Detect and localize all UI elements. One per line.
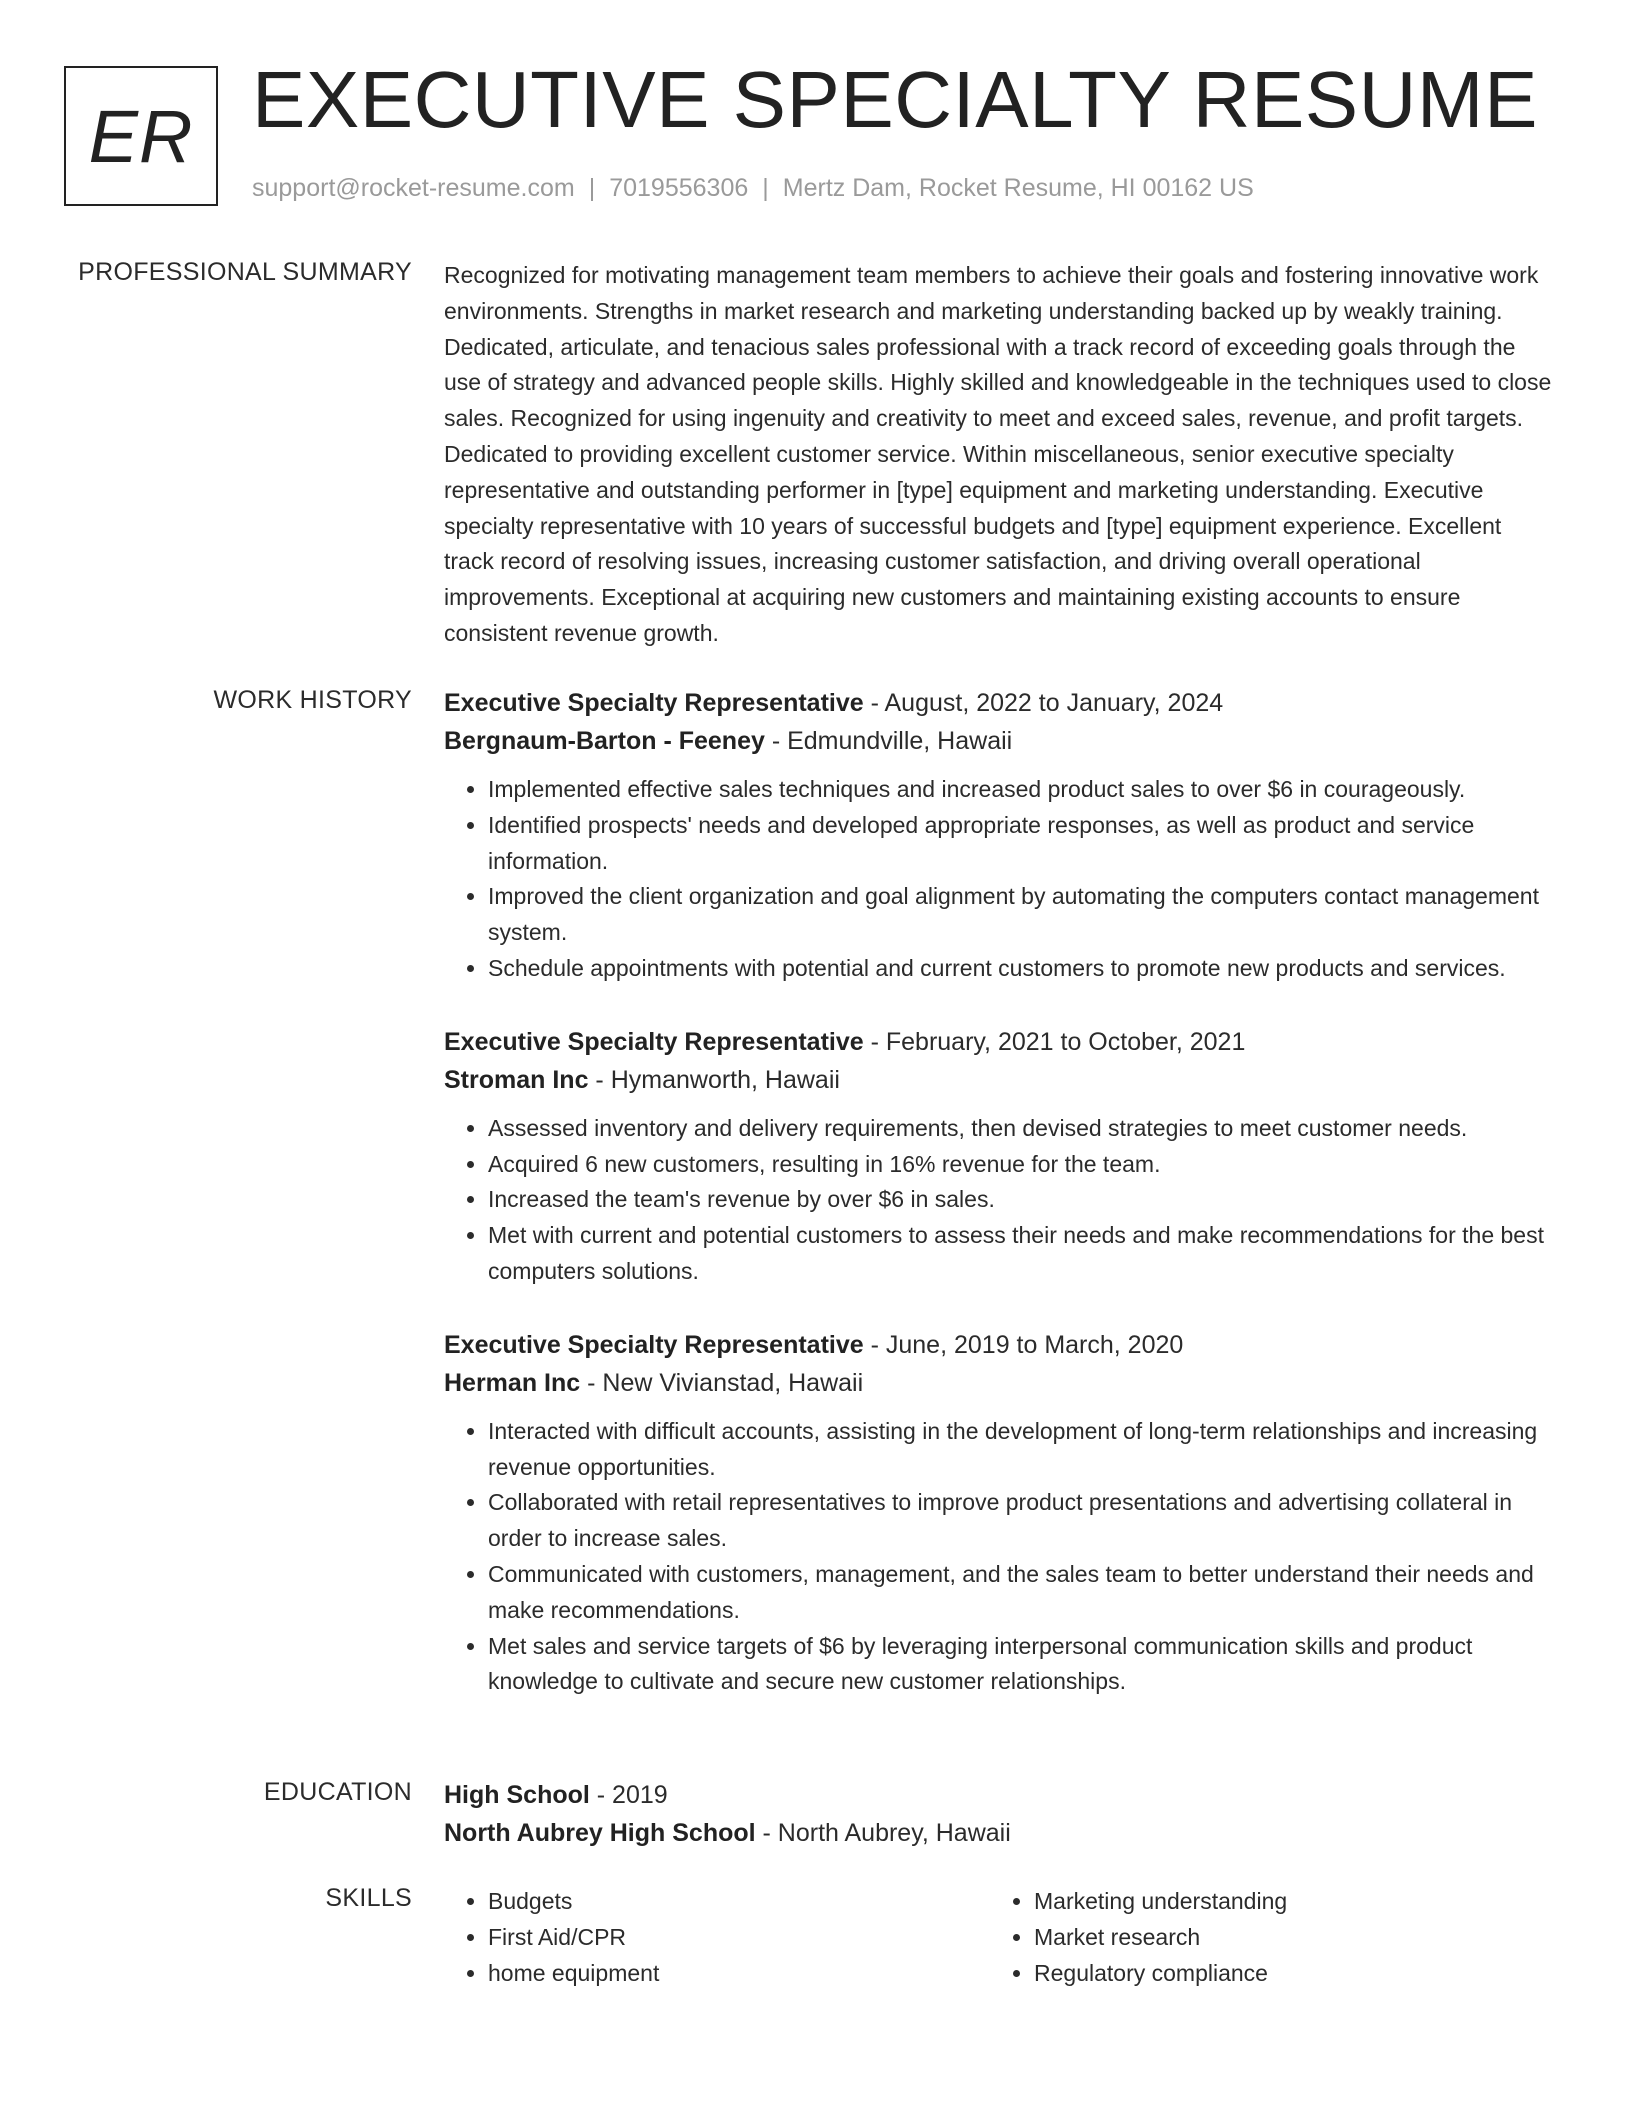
skills-body bbox=[444, 1884, 1556, 1991]
job-bullet: • Communicated with customers, management, and the sales team to better understand their needs and make recommendations. bbox=[488, 1557, 1556, 1629]
monogram-initials: ER bbox=[88, 94, 194, 178]
summary-text: Recognized for motivating management team members to achieve their goals and fostering innovative work environments. Strengths in market research and marketing understanding backed up by weakly training. Dedicated, articulate, and tenacious sales professional with a track record of exceeding goals through the use of strategy and advanced people skills. Highly skilled and knowledgeable in the techniques used to close sales. Recognized for using ingenuity and creativity to meet and exceed sales, revenue, and profit targets. Dedicated to providing excellent customer service. Within miscellaneous, senior executive specialty representative and outstanding performer in [type] equipment and marketing understanding. Executive specialty representative with 10 years of successful budgets and [type] equipment experience. Excellent track record of resolving issues, increasing customer satisfaction, and driving overall operational improvements. Exceptional at acquiring new customers and maintaining existing accounts to ensure consistent revenue growth. bbox=[444, 262, 1552, 646]
contact-separator: | bbox=[588, 174, 596, 202]
section-label-summary: PROFESSIONAL SUMMARY bbox=[78, 258, 412, 286]
skill-item: • Regulatory compliance bbox=[1034, 1956, 1536, 1992]
job-company: Bergnaum-Barton - Feeney bbox=[444, 727, 765, 755]
job-location: - Hymanworth, Hawaii bbox=[588, 1065, 840, 1094]
skills-list bbox=[444, 1884, 990, 1991]
job-location: - Edmundville, Hawaii bbox=[764, 727, 1013, 755]
job-bullet: • Improved the client organization and goal alignment by automating the computers contact management system. bbox=[488, 879, 1556, 951]
skill-item: • Budgets bbox=[488, 1884, 990, 1920]
job-role: Executive Specialty Representative bbox=[444, 689, 864, 717]
job-bullet: • Met sales and service targets of $6 by leveraging interpersonal communication skills and product knowledge to cultivate and secure new customer relationships. bbox=[488, 1629, 1556, 1701]
job-bullet: • Interacted with difficult accounts, assisting in the development of long-term relationships and increasing revenue opportunities. bbox=[488, 1414, 1556, 1486]
education-degree: High School bbox=[444, 1781, 590, 1809]
skill-item: • Marketing understanding bbox=[1034, 1884, 1536, 1920]
education-school: North Aubrey High School bbox=[444, 1819, 756, 1847]
job-entry bbox=[444, 1326, 1556, 1700]
job-entry bbox=[444, 684, 1556, 987]
section-label-skills: SKILLS bbox=[325, 1884, 412, 1912]
job-title-line bbox=[444, 1326, 1556, 1364]
job-bullet: • Collaborated with retail representatives to improve product presentations and advertising collateral in order to increase sales. bbox=[488, 1485, 1556, 1557]
job-dates: - June, 2019 to March, 2020 bbox=[863, 1330, 1184, 1359]
monogram-box bbox=[64, 66, 218, 206]
section-label-work: WORK HISTORY bbox=[213, 686, 412, 714]
job-company-line bbox=[444, 1364, 1556, 1402]
job-company-line bbox=[444, 722, 1556, 760]
skill-item: • First Aid/CPR bbox=[488, 1920, 990, 1956]
job-role: Executive Specialty Representative bbox=[444, 1027, 864, 1056]
job-bullet: • Met with current and potential customers to assess their needs and make recommendations for the best computers solutions. bbox=[488, 1218, 1556, 1290]
contact-address: Mertz Dam, Rocket Resume, HI 00162 US bbox=[782, 174, 1254, 202]
summary-body bbox=[444, 258, 1556, 652]
job-entry bbox=[444, 1023, 1556, 1290]
job-company: Stroman Inc bbox=[444, 1065, 589, 1094]
job-bullet: • Implemented effective sales techniques and increased product sales to over $6 in courageously. bbox=[488, 772, 1556, 808]
education-year: - 2019 bbox=[589, 1781, 668, 1809]
contact-separator: | bbox=[762, 174, 769, 202]
job-bullets bbox=[444, 1111, 1556, 1290]
job-bullet: • Increased the team's revenue by over $6 in sales. bbox=[488, 1182, 1556, 1218]
contact-email: support@rocket-resume.com bbox=[252, 174, 575, 202]
section-label-education: EDUCATION bbox=[263, 1778, 412, 1806]
job-location: - New Vivianstad, Hawaii bbox=[580, 1368, 864, 1397]
contact-line bbox=[252, 174, 1254, 203]
job-company: Herman Inc bbox=[444, 1368, 581, 1397]
education-body bbox=[444, 1776, 1556, 1852]
job-dates: - February, 2021 to October, 2021 bbox=[863, 1027, 1246, 1056]
job-dates: - August, 2022 to January, 2024 bbox=[863, 689, 1224, 717]
work-body bbox=[444, 684, 1556, 1736]
resume-title: EXECUTIVE SPECIALTY RESUME bbox=[252, 55, 1538, 144]
job-bullet: • Acquired 6 new customers, resulting in 16% revenue for the team. bbox=[488, 1147, 1556, 1183]
education-location: - North Aubrey, Hawaii bbox=[755, 1819, 1011, 1847]
education-school-line bbox=[444, 1814, 1556, 1852]
skill-item: • Market research bbox=[1034, 1920, 1536, 1956]
job-bullets bbox=[444, 772, 1556, 987]
skills-column-right bbox=[990, 1884, 1536, 1991]
job-bullets bbox=[444, 1414, 1556, 1700]
skills-column-left bbox=[444, 1884, 990, 1991]
skills-list bbox=[990, 1884, 1536, 1991]
job-company-line bbox=[444, 1061, 1556, 1099]
education-degree-line bbox=[444, 1776, 1556, 1814]
job-role: Executive Specialty Representative bbox=[444, 1330, 864, 1359]
job-bullet: • Schedule appointments with potential and current customers to promote new products and services. bbox=[488, 951, 1556, 987]
skill-item: • home equipment bbox=[488, 1956, 990, 1992]
job-title-line bbox=[444, 684, 1556, 722]
job-bullet: • Identified prospects' needs and developed appropriate responses, as well as product and service information. bbox=[488, 808, 1556, 880]
job-bullet: • Assessed inventory and delivery requirements, then devised strategies to meet customer needs. bbox=[488, 1111, 1556, 1147]
skills-grid bbox=[444, 1884, 1556, 1991]
contact-phone: 7019556306 bbox=[609, 174, 749, 202]
job-title-line bbox=[444, 1023, 1556, 1061]
